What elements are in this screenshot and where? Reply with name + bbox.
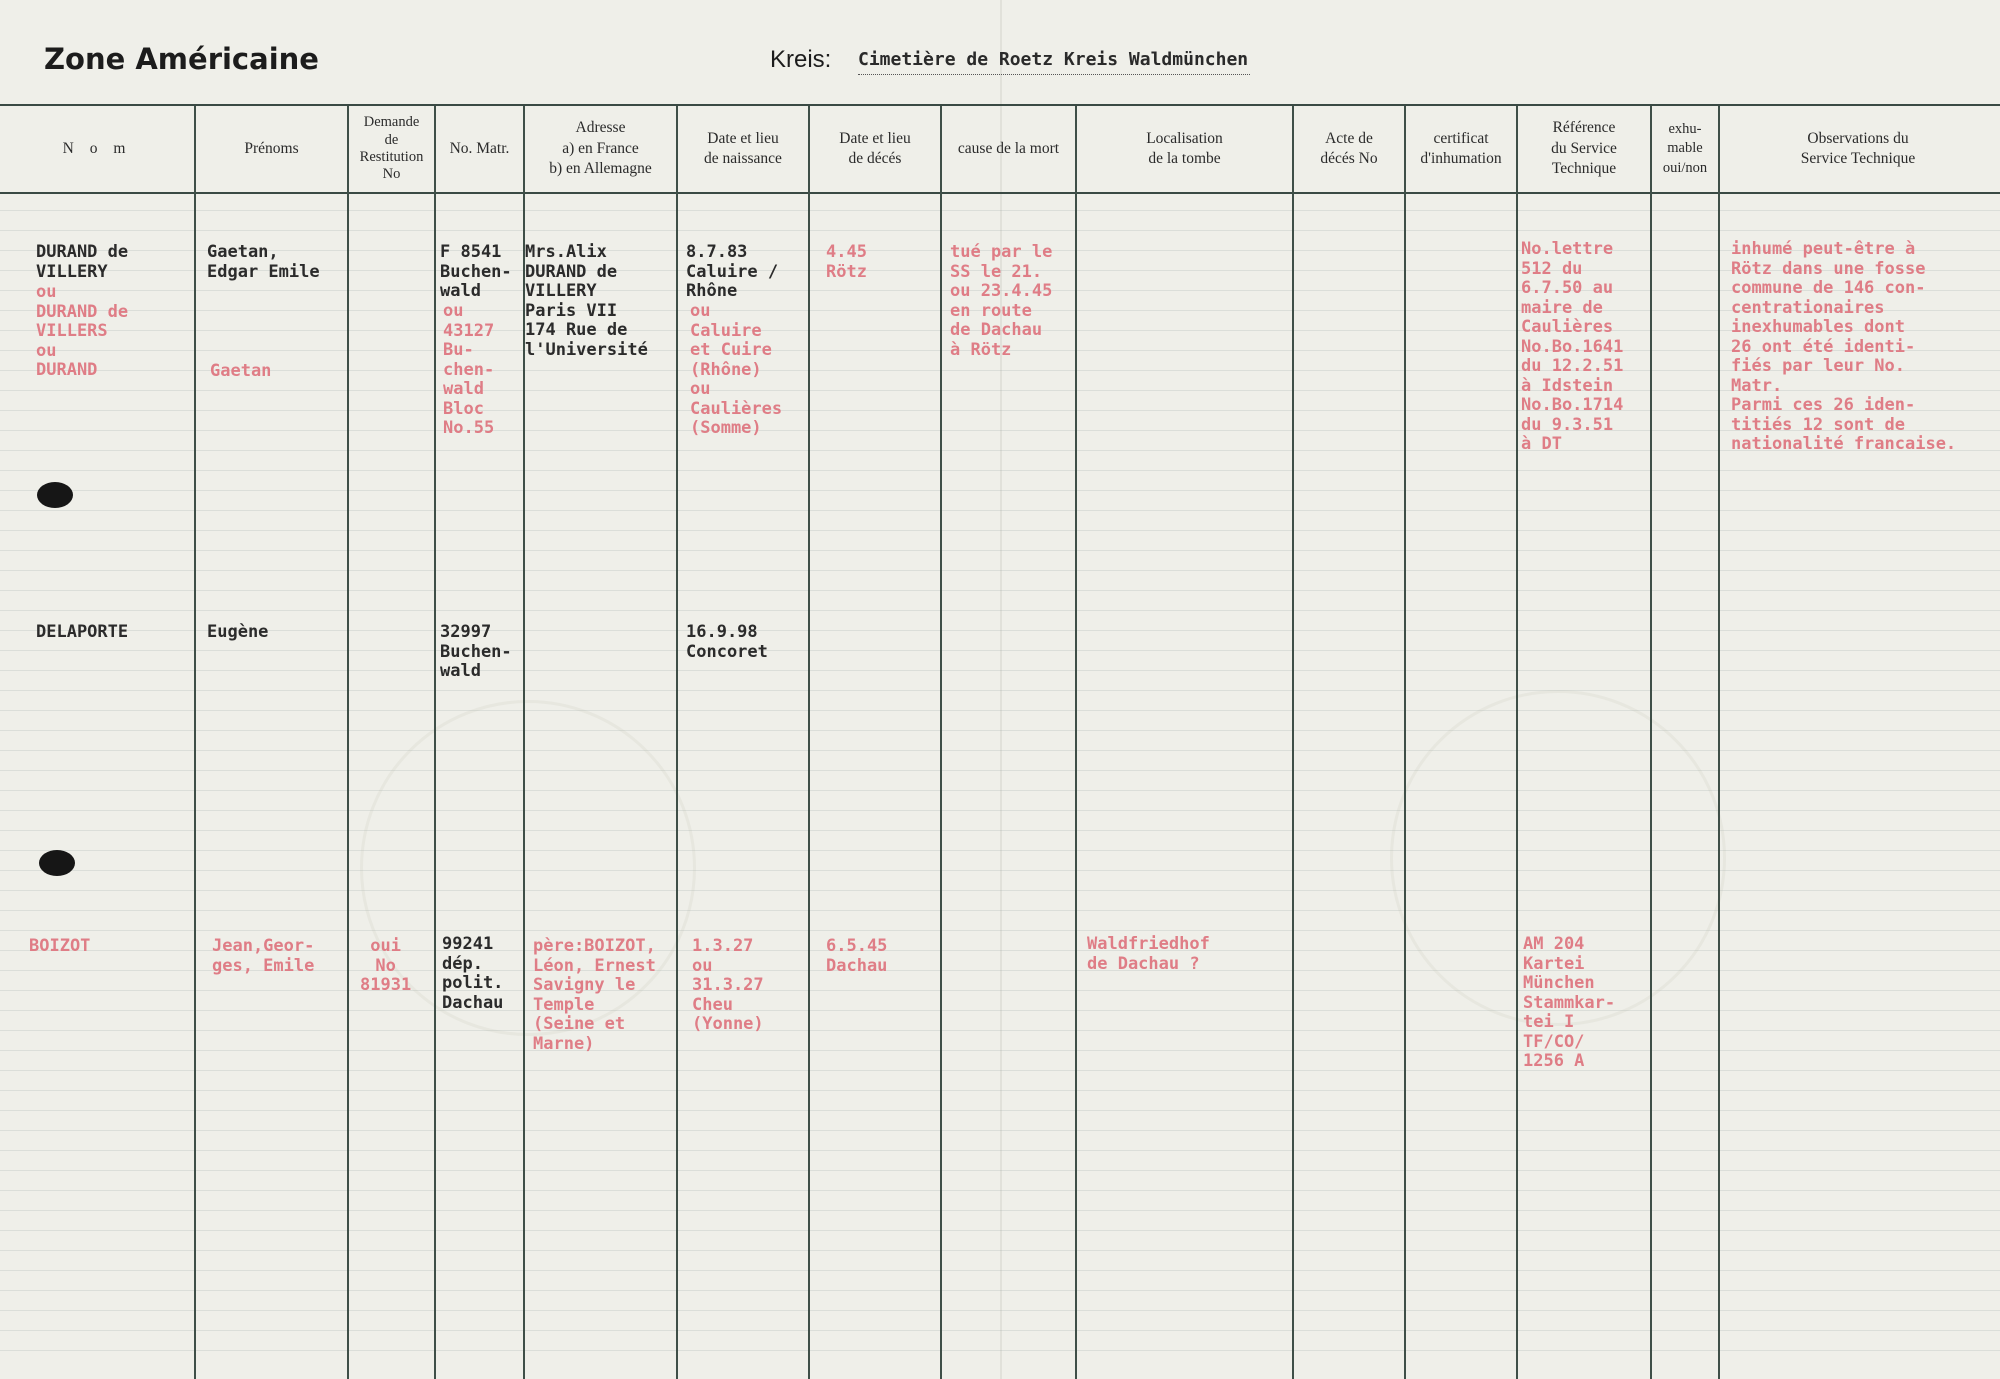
column-divider — [347, 106, 349, 1379]
entry-naissance: 1.3.27 ou 31.3.27 Cheu (Yonne) — [692, 936, 764, 1034]
kreis-value: Cimetière de Roetz Kreis Waldmünchen — [858, 49, 1250, 75]
entry-deces: 6.5.45 Dachau — [826, 936, 888, 976]
column-header-observations: Observations du Service Technique — [1800, 129, 1916, 167]
punch-hole — [37, 482, 73, 508]
column-divider — [676, 106, 678, 1379]
entry-nom: BOIZOT — [29, 936, 91, 956]
column-header-nom: N o m — [62, 139, 132, 157]
kreis-label: Kreis: — [770, 46, 832, 73]
entry-deces: 4.45 Rötz — [826, 242, 867, 282]
column-header-acte: Acte de décés No — [1320, 129, 1378, 167]
entry-demande: oui No 81931 — [360, 936, 412, 995]
punch-hole — [39, 850, 75, 876]
column-header-naissance: Date et lieu de naissance — [704, 129, 782, 167]
column-divider — [940, 106, 942, 1379]
column-header-adresse: Adresse a) en France b) en Allemagne — [549, 119, 652, 178]
column-divider — [1404, 106, 1406, 1379]
column-divider — [434, 106, 436, 1379]
column-divider — [194, 106, 196, 1379]
entry-observations: inhumé peut-être à Rötz dans une fosse commune de 146 con- centrationaires inexhumables dont 26 ont été identi- fiés par leur No. Matr. Parmi ces 26 iden- titiés 12 sont de nationalité francaise. — [1731, 239, 1957, 454]
column-divider — [1075, 106, 1077, 1379]
entry-cause: tué par le SS le 21. ou 23.4.45 en route de Dachau à Rötz — [950, 242, 1053, 360]
entry-localisation: Waldfriedhof de Dachau ? — [1087, 934, 1210, 974]
column-header-prenoms: Prénoms — [244, 139, 299, 157]
column-divider — [1516, 106, 1518, 1379]
entry-prenoms: Eugène — [207, 622, 269, 642]
entry-nom: DURAND de VILLERY — [36, 242, 129, 282]
entry-prenoms: Jean,Geor- ges, Emile — [212, 936, 315, 976]
column-header-demande: Demande de Restitution No — [359, 114, 424, 183]
entry-nom: DELAPORTE — [36, 622, 129, 642]
entry-naissance: 16.9.98 Concoret — [686, 622, 768, 662]
column-header-matricule: No. Matr. — [449, 139, 510, 157]
entry-naissance: 8.7.83 Caluire / Rhône — [686, 242, 779, 301]
column-header-cause: cause de la mort — [957, 139, 1060, 157]
column-divider — [1650, 106, 1652, 1379]
entry-matricule: 32997 Buchen- wald — [440, 622, 512, 681]
entry-adresse: père:BOIZOT, Léon, Ernest Savigny le Temple (Seine et Marne) — [533, 936, 656, 1054]
entry-naissance-variant: ou Caluire et Cuire (Rhône) ou Caulières (Somme) — [690, 301, 783, 438]
column-divider — [808, 106, 810, 1379]
page-title: Zone Américaine — [44, 42, 319, 76]
column-header-deces: Date et lieu de décés — [839, 129, 911, 167]
column-header-certificat: certificat d'inhumation — [1420, 129, 1502, 167]
entry-matricule-variant: ou 43127 Bu- chen- wald Bloc No.55 — [443, 301, 495, 438]
column-divider — [1292, 106, 1294, 1379]
column-header-reference: Référence du Service Technique — [1551, 119, 1617, 178]
header-bottom-rule — [0, 192, 2000, 194]
entry-prenoms-variant: Gaetan — [210, 361, 272, 381]
entry-reference: AM 204 Kartei München Stammkar- tei I TF/CO/ 1256 A — [1523, 934, 1616, 1071]
entry-prenoms: Gaetan, Edgar Emile — [207, 242, 320, 282]
column-header-localisation: Localisation de la tombe — [1146, 129, 1223, 167]
entry-reference: No.lettre 512 du 6.7.50 au maire de Caulières No.Bo.1641 du 12.2.51 à Idstein No.Bo.1714 du 9.3.51 à DT — [1521, 239, 1624, 454]
entry-matricule: 99241 dép. polit. Dachau — [442, 934, 504, 1013]
column-divider — [1718, 106, 1720, 1379]
entry-nom-variants: ou DURAND de VILLERS ou DURAND — [36, 282, 129, 380]
column-header-exhumable: exhu- mable oui/non — [1662, 121, 1708, 176]
entry-matricule: F 8541 Buchen- wald — [440, 242, 512, 301]
entry-adresse: Mrs.Alix DURAND de VILLERY Paris VII 174 Rue de l'Université — [525, 242, 648, 360]
